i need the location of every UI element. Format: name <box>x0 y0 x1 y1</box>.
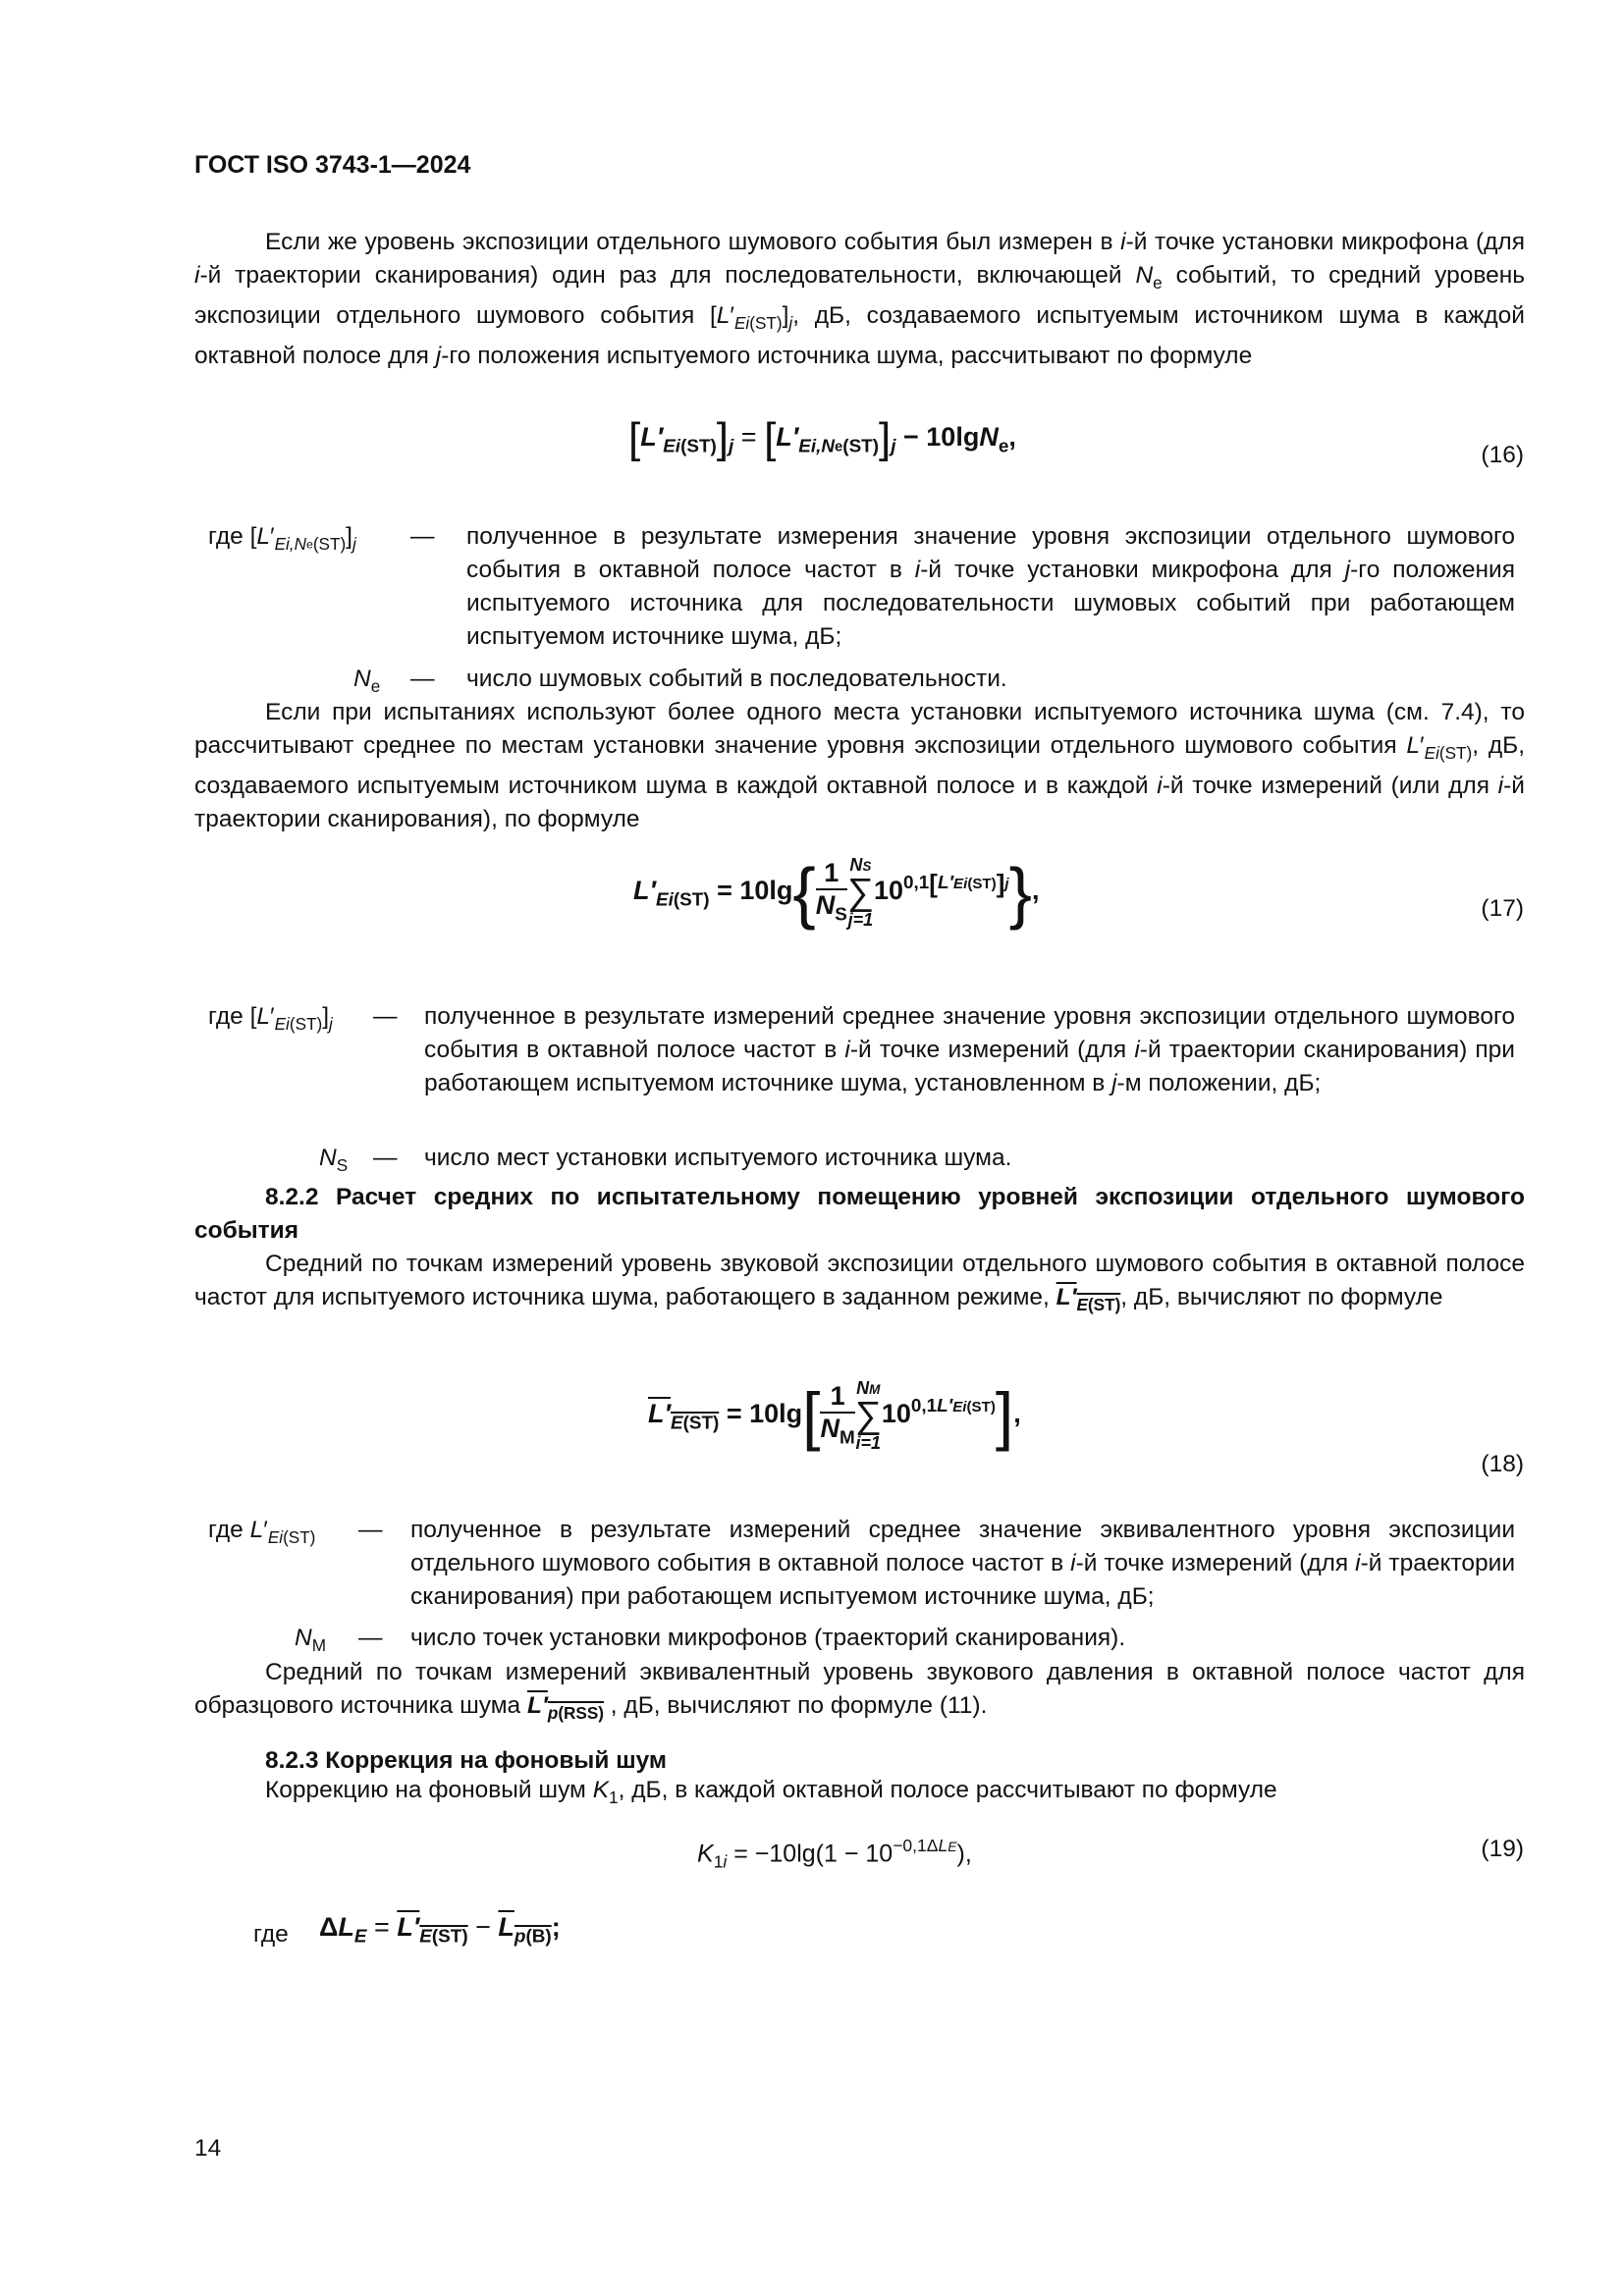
where-17-text-2: число мест установки испытуемого источника шума. <box>424 1145 1012 1171</box>
equation-19: $K_{1i} = -10\lg(1 - 10^{-0,1\Delta LE})$, <box>697 1836 972 1872</box>
where-17-term-2: $N_S$ <box>319 1145 349 1175</box>
where-17-dash-1: — <box>373 1003 398 1030</box>
where-16-text-2: число шумовых событий в последовательности. <box>466 666 1007 692</box>
where-18-prefix: где <box>208 1517 244 1543</box>
equation-17: $L'_{Ei(ST)} = 10\lg${ $\frac{1}{N_S}$ NS ∑ j=1 $10^{0,1[L'Ei(ST)]j}$}, <box>633 854 1040 931</box>
equation-18-number: (18) <box>1481 1451 1524 1477</box>
where-17-term-1: где $[L'_{Ei(ST)}]_j$ <box>208 1003 333 1034</box>
where-16-dash-1: — <box>410 523 435 550</box>
where-18-text-2: число точек установки микрофонов (траекторий сканирования). <box>410 1625 1126 1651</box>
where-16-prefix: где <box>208 523 244 550</box>
section-8-2-2-heading: 8.2.2 Расчет средних по испытательному помещению уровней экспозиции отдельного шумового события <box>194 1184 1525 1244</box>
paragraph-4: Средний по точкам измерений эквивалентный уровень звукового давления в октавной полосе частот для образцового источника шума $L'_{p(RSS)}$ , дБ, вычисляют по формуле (11). <box>194 1659 1525 1723</box>
where-18-text-1: полученное в результате измерений среднее значение эквивалентного уровня экспозиции отдельного шумового события в октавной полосе частот в i-й точке измерений (для i-й траектории сканирования) при работающем испытуемом источнике шума, дБ; <box>410 1517 1516 1610</box>
equation-16: $[L'_{Ei(ST)}]_j = [L'_{Ei,Ne(ST)}]_j - 10\lg N_e$, <box>628 414 1016 462</box>
equation-19-number: (19) <box>1481 1836 1524 1862</box>
where-16-term-1: где $[L'_{Ei,Ne(ST)}]_j$ <box>208 523 356 554</box>
paragraph-1: Если же уровень экспозиции отдельного шумового события был измерен в i-й точке установки микрофона (для i-й траектории сканирования) один раз для последовательности, включающей $N_е$ событий, то средний уровень экспозиции отдельного шумового события $[L'_{Ei(ST)}]_j$, дБ, создаваемого испытуемым источником шума в каждой октавной полосе для j-го положения испытуемого источника шума, рассчитывают по формуле <box>194 229 1525 369</box>
paragraph-2: Если при испытаниях используют более одного места установки испытуемого источника шума (см. 7.4), то рассчитывают среднее по местам установки значение уровня экспозиции отдельного шумового события $L'_{Ei(ST)}$, дБ, создаваемого испытуемым источником шума в каждой октавной полосе и в каждой i-й точке измерений (или для i-й траектории сканирования), по формуле <box>194 699 1525 832</box>
where-19-prefix: где <box>253 1921 289 1948</box>
where-18-dash-1: — <box>358 1517 383 1543</box>
where-17-text-1: полученное в результате измерений среднее значение уровня экспозиции отдельного шумового события в октавной полосе частот в i-й точке измерений (для i-й траектории сканирования) при работающем испытуемом источнике шума, установленном в j-м положении, дБ; <box>424 1003 1515 1096</box>
where-16-term-2: $N_е$ <box>353 666 381 696</box>
paragraph-5: Коррекцию на фоновый шум $K_1$, дБ, в каждой октавной полосе рассчитывают по формуле <box>265 1777 1277 1807</box>
where-17-prefix: где <box>208 1003 244 1030</box>
document-header: ГОСТ ISO 3743-1—2024 <box>194 151 471 179</box>
where-18-dash-2: — <box>358 1625 383 1651</box>
where-18-term-1: где $L'_{Ei(ST)}$ <box>208 1517 316 1547</box>
equation-18: $L'_{E(ST)} = 10\lg$[ $\frac{1}{N_M}$ NM ∑ i=1 $10^{0,1L'Ei(ST)}$], <box>648 1378 1021 1453</box>
paragraph-3: Средний по точкам измерений уровень звуковой экспозиции отдельного шумового события в октавной полосе частот для испытуемого источника шума, работающего в заданном режиме, $L'_{E(ST)}$, дБ, вычисляют по формуле <box>194 1251 1525 1314</box>
section-8-2-3-heading: 8.2.3 Коррекция на фоновый шум <box>265 1747 668 1774</box>
where-16-dash-2: — <box>410 666 435 692</box>
where-17-dash-2: — <box>373 1145 398 1171</box>
equation-delta-le: $\Delta L_E = L'_{E(ST)} - L_{p(B)}$; <box>319 1912 561 1948</box>
equation-17-number: (17) <box>1481 895 1524 922</box>
equation-16-number: (16) <box>1481 442 1524 468</box>
where-18-term-2: $N_M$ <box>295 1625 326 1655</box>
where-16-text-1: полученное в результате измерения значение уровня экспозиции отдельного шумового события в октавной полосе частот в i-й точке установки микрофона для j-го положения испытуемого источника для последовательности шумовых событий при работающем испытуемом источнике шума, дБ; <box>466 523 1515 650</box>
page-number: 14 <box>194 2135 222 2162</box>
